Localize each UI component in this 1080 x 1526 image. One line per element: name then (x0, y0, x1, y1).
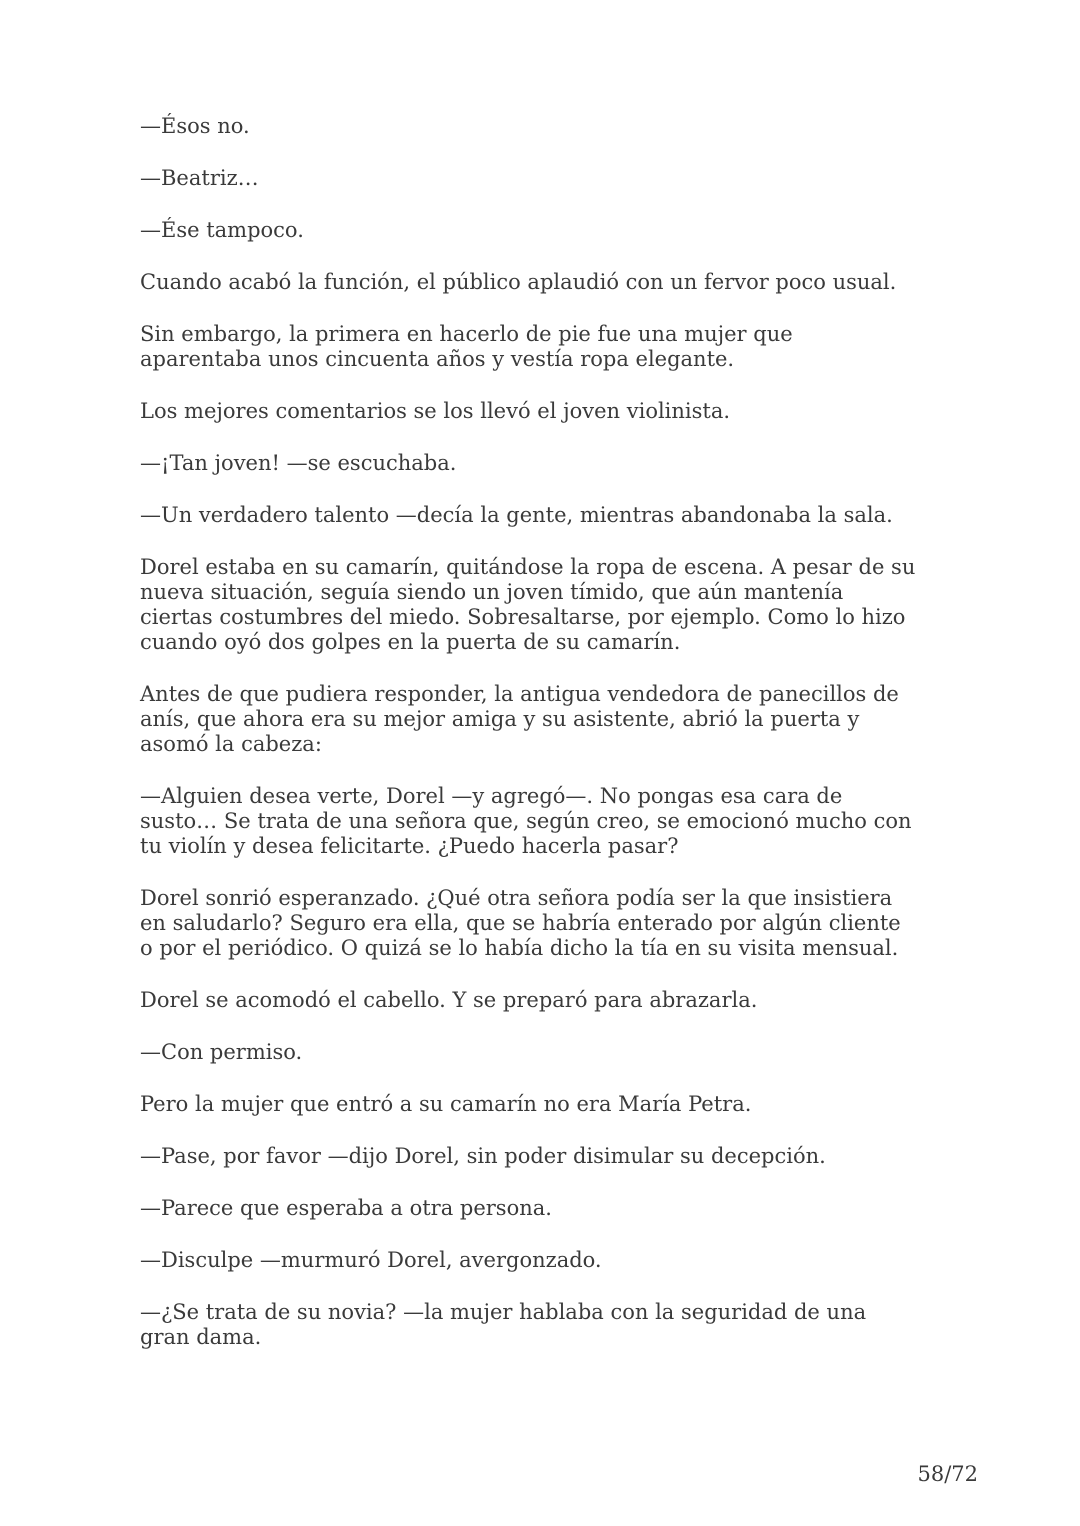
paragraph: Los mejores comentarios se los llevó el joven violinista. (140, 399, 731, 423)
paragraph: —¡Tan joven! —se escuchaba. (140, 451, 457, 475)
paragraph: —Ésos no. (140, 114, 250, 138)
paragraph: Pero la mujer que entró a su camarín no era María Petra. (140, 1092, 752, 1116)
paragraph: Antes de que pudiera responder, la antigua vendedora de panecillos de anís, que ahora era su mejor amiga y su asistente, abrió la puerta y asomó la cabeza: (140, 682, 899, 756)
paragraph: Dorel sonrió esperanzado. ¿Qué otra señora podía ser la que insistiera en saludarlo? Seguro era ella, que se habría enterado por algún cliente o por el periódico. O quizá se lo había dicho la tía en su visita mensual. (140, 886, 901, 960)
paragraph: Cuando acabó la función, el público aplaudió con un fervor poco usual. (140, 270, 897, 294)
paragraph: —Ése tampoco. (140, 218, 304, 242)
paragraph: —Un verdadero talento —decía la gente, mientras abandonaba la sala. (140, 503, 893, 527)
paragraph: —Alguien desea verte, Dorel —y agregó—. No pongas esa cara de susto… Se trata de una señora que, según creo, se emocionó mucho con tu violín y desea felicitarte. ¿Puedo hacerla pasar? (140, 784, 912, 858)
paragraph: —Disculpe —murmuró Dorel, avergonzado. (140, 1248, 602, 1272)
paragraph: Dorel estaba en su camarín, quitándose la ropa de escena. A pesar de su nueva situación, seguía siendo un joven tímido, que aún mantenía ciertas costumbres del miedo. Sobresaltarse, por ejemplo. Como lo hizo cuando oyó dos golpes en la puerta de su camarín. (140, 555, 916, 654)
page-number: 58/72 (917, 1462, 978, 1486)
paragraph: —Beatriz… (140, 166, 259, 190)
paragraph: —Pase, por favor —dijo Dorel, sin poder disimular su decepción. (140, 1144, 826, 1168)
paragraph: —Parece que esperaba a otra persona. (140, 1196, 552, 1220)
paragraph: —Con permiso. (140, 1040, 303, 1064)
page-body (140, 114, 945, 1377)
paragraph: —¿Se trata de su novia? —la mujer hablaba con la seguridad de una gran dama. (140, 1300, 867, 1349)
paragraph: Sin embargo, la primera en hacerlo de pie fue una mujer que aparentaba unos cincuenta años y vestía ropa elegante. (140, 322, 793, 371)
paragraph: Dorel se acomodó el cabello. Y se preparó para abrazarla. (140, 988, 758, 1012)
